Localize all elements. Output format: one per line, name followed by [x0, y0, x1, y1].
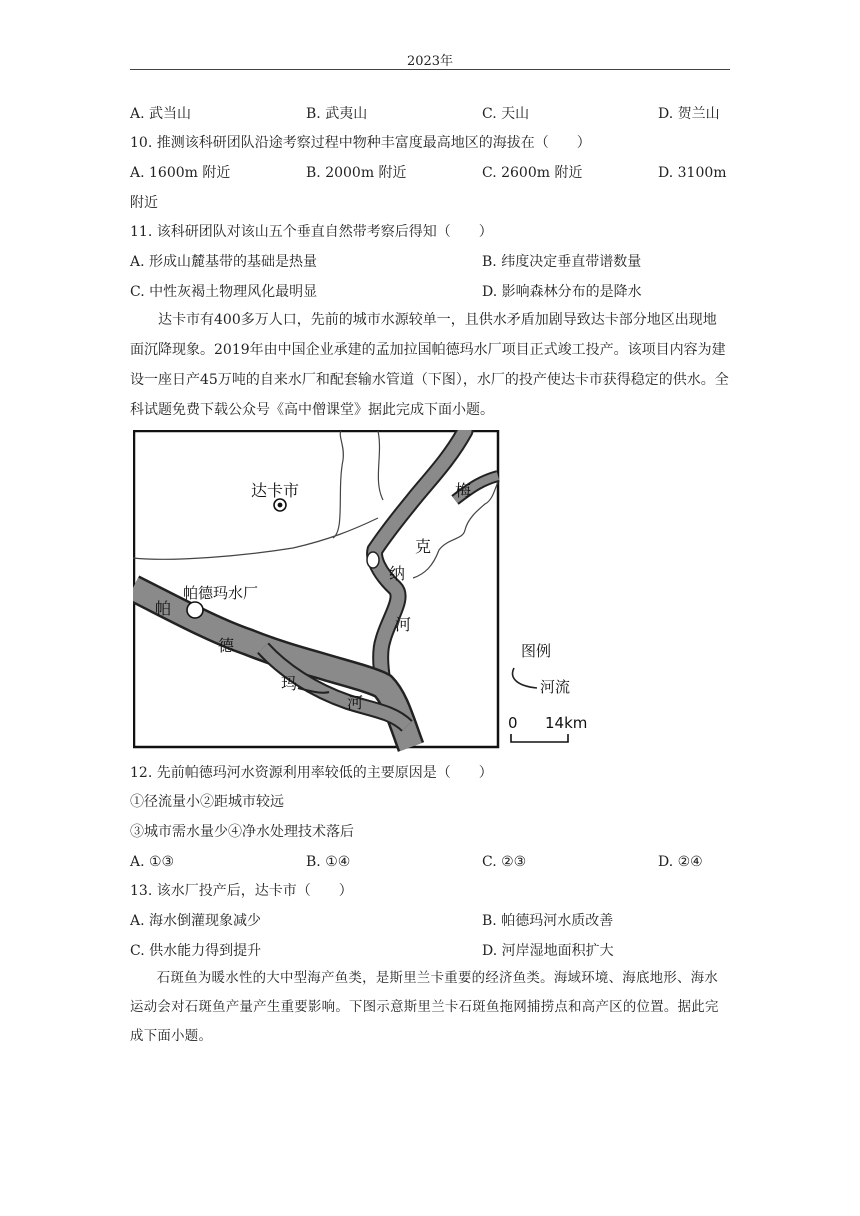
padma-water-plant-map — [133, 430, 593, 752]
q9-option-a: A. 武当山 — [130, 106, 192, 122]
q10-option-d: D. 3100m — [658, 165, 727, 181]
q13-option-c: C. 供水能力得到提升 — [130, 943, 262, 959]
water-plant-icon — [187, 602, 203, 618]
q13-option-d: D. 河岸湿地面积扩大 — [482, 943, 614, 959]
q12-option-a: A. ①③ — [130, 854, 175, 870]
scale-bar — [511, 734, 568, 742]
water-plant-label: 帕德玛水厂 — [183, 584, 259, 602]
q11-option-c: C. 中性灰褐土物理风化最明显 — [130, 284, 318, 300]
padma-label-3: 玛 — [281, 674, 298, 693]
meghna-label-3: 纳 — [389, 564, 406, 583]
q11-option-d: D. 影响森林分布的是降水 — [482, 284, 642, 300]
river-island — [367, 552, 379, 568]
meghna-label-4: 河 — [395, 615, 412, 634]
passage-grouper: 石斑鱼为暖水性的大中型海产鱼类，是斯里兰卡重要的经济鱼类。海域环境、海底地形、海水运动会对石斑鱼产量产生重要影响。下图示意斯里兰卡石斑鱼拖网捕捞点和高产区的位置。据此完成下面小题。 — [130, 971, 719, 1044]
dhaka-city-dot — [278, 503, 283, 508]
q13-option-b: B. 帕德玛河水质改善 — [482, 913, 614, 929]
q12-choices-line2: ③城市需水量少④净水处理技术落后 — [130, 824, 354, 840]
header-rule — [130, 69, 730, 70]
q10-option-d-continued: 附近 — [130, 195, 158, 211]
q11-option-b: B. 纬度决定垂直带谱数量 — [482, 254, 642, 270]
padma-label-2: 德 — [218, 636, 235, 655]
legend-river-label: 河流 — [540, 678, 571, 696]
q12-stem: 12. 先前帕德玛河水资源利用率较低的主要原因是（ ） — [130, 765, 493, 781]
q13-option-a: A. 海水倒灌现象减少 — [130, 913, 262, 929]
passage-dhaka: 达卡市有400多万人口，先前的城市水源较单一，且供水矛盾加剧导致达卡部分地区出现地面沉降现象。2019年由中国企业承建的孟加拉国帕德玛水厂项目正式竣工投产。该项目内容为建设一座日产45万吨的自来水厂和配套输水管道（下图），水厂的投产使达卡市获得稳定的供水。全科试题免费下载公众号《高中僧课堂》据此完成下面小题。 — [130, 312, 729, 418]
q12-option-b: B. ①④ — [306, 854, 351, 870]
q12-option-c: C. ②③ — [482, 854, 527, 870]
legend-title: 图例 — [521, 642, 552, 660]
q10-stem: 10. 推测该科研团队沿途考察过程中物种丰富度最高地区的海拔在（ ） — [130, 135, 591, 151]
q11-stem: 11. 该科研团队对该山五个垂直自然带考察后得知（ ） — [130, 224, 493, 240]
q10-option-b: B. 2000m 附近 — [306, 165, 407, 181]
dhaka-city-label: 达卡市 — [250, 481, 300, 500]
q9-option-d: D. 贺兰山 — [658, 106, 720, 122]
padma-label-1: 帕 — [155, 599, 172, 618]
q9-option-c: C. 天山 — [482, 106, 530, 122]
q10-option-c: C. 2600m 附近 — [482, 165, 583, 181]
scale-zero: 0 — [508, 714, 518, 732]
q10-option-a: A. 1600m 附近 — [130, 165, 231, 181]
meghna-label-1: 梅 — [455, 481, 472, 500]
legend-river-icon — [513, 668, 537, 688]
page-header: 2023年 — [406, 54, 454, 69]
q11-option-a: A. 形成山麓基带的基础是热量 — [130, 254, 318, 270]
scale-distance: 14km — [545, 714, 588, 732]
meghna-label-2: 克 — [415, 537, 432, 556]
q12-choices-line1: ①径流量小②距城市较远 — [130, 794, 284, 810]
padma-label-4: 河 — [347, 693, 364, 712]
q9-option-b: B. 武夷山 — [306, 106, 368, 122]
q12-option-d: D. ②④ — [658, 854, 703, 870]
q13-stem: 13. 该水厂投产后，达卡市（ ） — [130, 883, 353, 899]
